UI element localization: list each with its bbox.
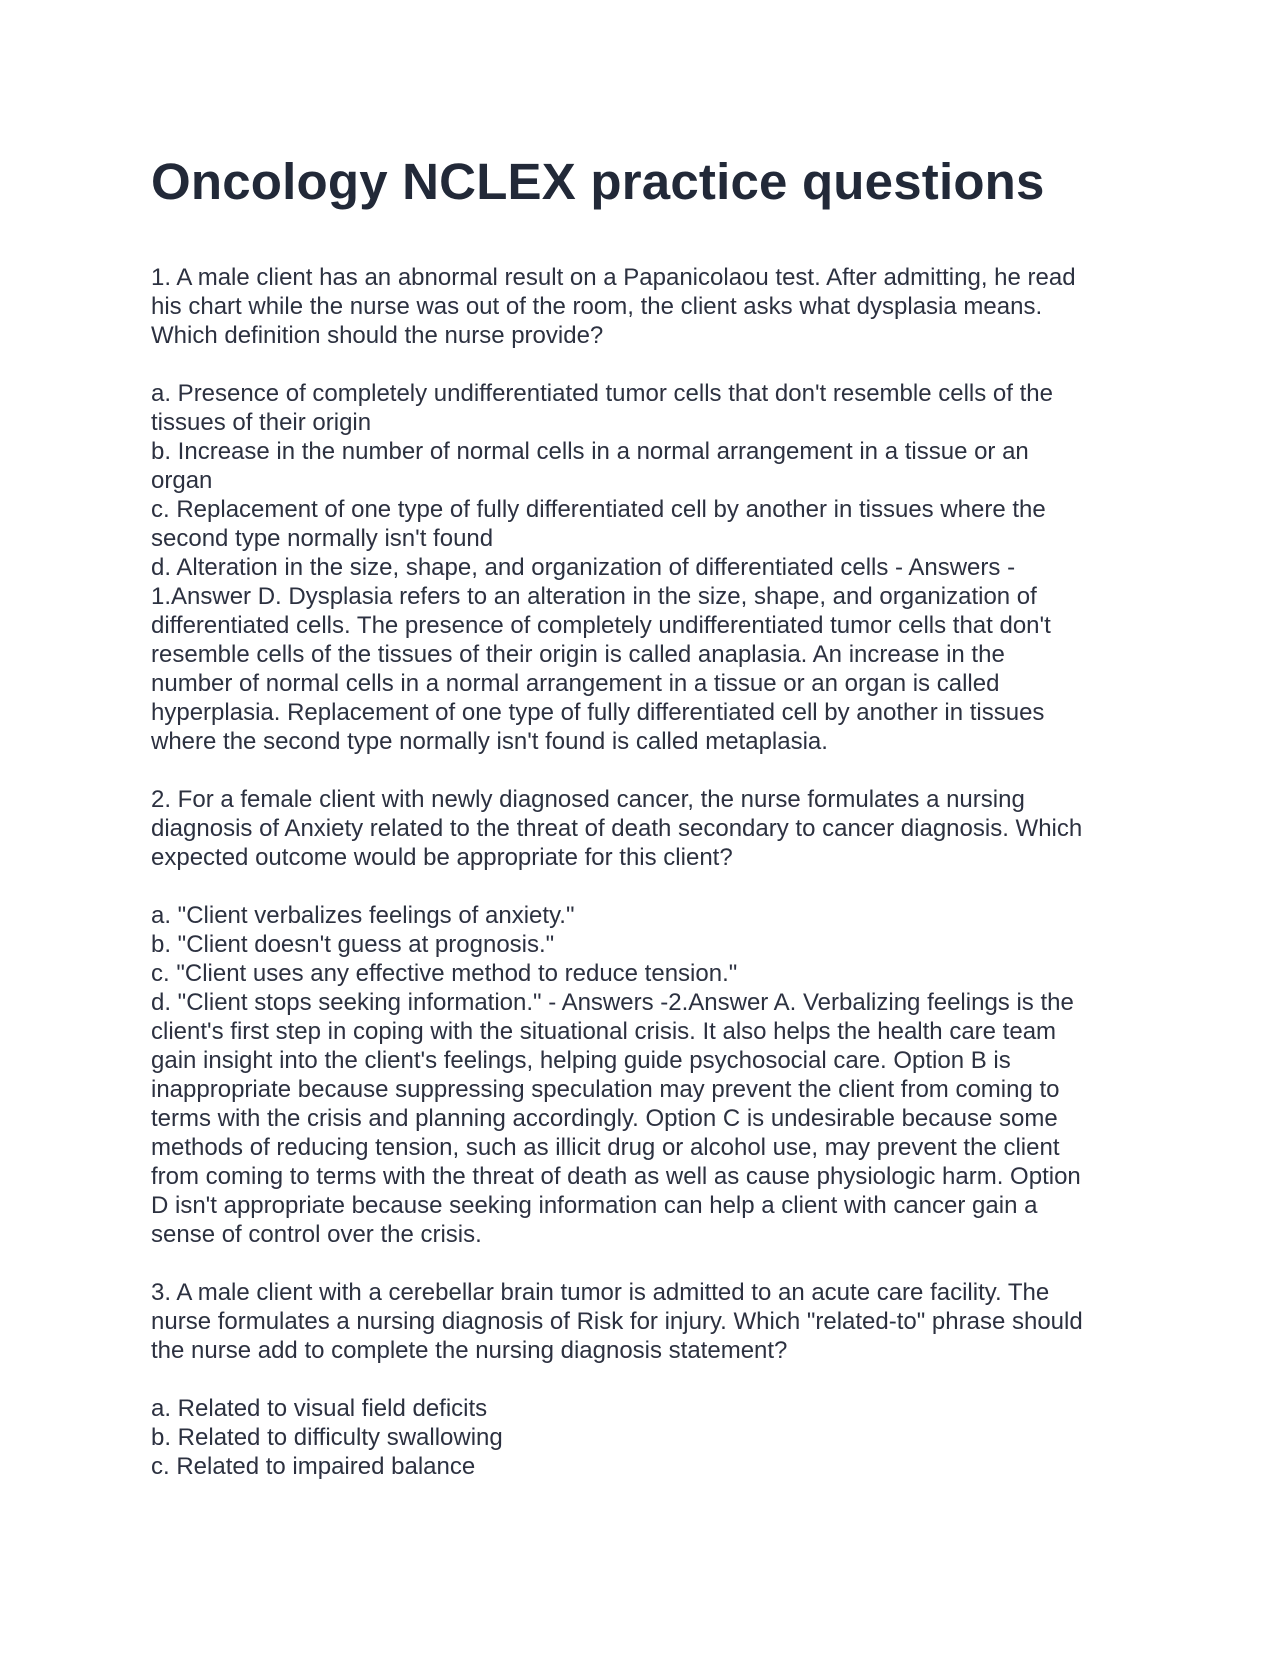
text-line: sense of control over the crisis.: [151, 1221, 482, 1248]
questions-content: [151, 263, 1151, 1481]
text-line: d. "Client stops seeking information." - Answers -2.Answer A. Verbalizing feelings is the: [151, 989, 1074, 1016]
text-line: his chart while the nurse was out of the room, the client asks what dysplasia means.: [151, 293, 1043, 320]
text-line: resemble cells of the tissues of their origin is called anaplasia. An increase in the: [151, 641, 1005, 668]
text-line: differentiated cells. The presence of completely undifferentiated tumor cells that don't: [151, 612, 1051, 639]
text-line: c. "Client uses any effective method to reduce tension.": [151, 960, 738, 987]
spacer: [151, 1249, 1151, 1278]
text-line: tissues of their origin: [151, 409, 372, 436]
text-line: a. Related to visual field deficits: [151, 1395, 488, 1422]
text-line: b. Related to difficulty swallowing: [151, 1424, 503, 1451]
question-2-options: [151, 901, 1151, 1249]
text-line: organ: [151, 467, 213, 494]
question-3: [151, 1278, 1151, 1481]
page-title: Oncology NCLEX practice questions: [151, 153, 1045, 210]
text-line: c. Replacement of one type of fully differentiated cell by another in tissues where the: [151, 496, 1046, 523]
text-line: hyperplasia. Replacement of one type of fully differentiated cell by another in tissues: [151, 699, 1045, 726]
text-line: b. "Client doesn't guess at prognosis.": [151, 931, 555, 958]
text-line: b. Increase in the number of normal cells in a normal arrangement in a tissue or an: [151, 438, 1029, 465]
text-line: a. Presence of completely undifferentiated tumor cells that don't resemble cells of the: [151, 380, 1053, 407]
question-1-options: [151, 379, 1151, 756]
text-line: from coming to terms with the threat of death as well as cause physiologic harm. Option: [151, 1163, 1081, 1190]
question-1-stem: [151, 263, 1151, 350]
text-line: Which definition should the nurse provide?: [151, 322, 604, 349]
text-line: second type normally isn't found: [151, 525, 494, 552]
text-line: methods of reducing tension, such as illicit drug or alcohol use, may prevent the client: [151, 1134, 1060, 1161]
text-line: diagnosis of Anxiety related to the threat of death secondary to cancer diagnosis. Which: [151, 815, 1083, 842]
spacer: [151, 756, 1151, 785]
text-line: nurse formulates a nursing diagnosis of Risk for injury. Which "related-to" phrase should: [151, 1308, 1083, 1335]
text-line: gain insight into the client's feelings, helping guide psychosocial care. Option B is: [151, 1047, 1011, 1074]
question-2-stem: [151, 785, 1151, 872]
text-line: D isn't appropriate because seeking information can help a client with cancer gain a: [151, 1192, 1038, 1219]
spacer: [151, 1365, 1151, 1394]
text-line: c. Related to impaired balance: [151, 1453, 476, 1480]
text-line: 2. For a female client with newly diagnosed cancer, the nurse formulates a nursing: [151, 786, 1025, 813]
question-3-options: [151, 1394, 1151, 1481]
text-line: 1.Answer D. Dysplasia refers to an alteration in the size, shape, and organization of: [151, 583, 1037, 610]
question-1: [151, 263, 1151, 756]
question-2: [151, 785, 1151, 1249]
text-line: 1. A male client has an abnormal result on a Papanicolaou test. After admitting, he read: [151, 264, 1076, 291]
text-line: a. "Client verbalizes feelings of anxiety.": [151, 902, 575, 929]
spacer: [151, 350, 1151, 379]
text-line: terms with the crisis and planning accordingly. Option C is undesirable because some: [151, 1105, 1058, 1132]
document-body: [151, 147, 1151, 1480]
question-3-stem: [151, 1278, 1151, 1365]
text-line: expected outcome would be appropriate for this client?: [151, 844, 733, 871]
spacer: [151, 872, 1151, 901]
text-line: inappropriate because suppressing speculation may prevent the client from coming to: [151, 1076, 1060, 1103]
text-line: client's first step in coping with the situational crisis. It also helps the health care team: [151, 1018, 1057, 1045]
text-line: number of normal cells in a normal arrangement in a tissue or an organ is called: [151, 670, 1000, 697]
text-line: d. Alteration in the size, shape, and organization of differentiated cells - Answers -: [151, 554, 1016, 581]
text-line: the nurse add to complete the nursing diagnosis statement?: [151, 1337, 788, 1364]
text-line: where the second type normally isn't found is called metaplasia.: [151, 728, 828, 755]
text-line: 3. A male client with a cerebellar brain tumor is admitted to an acute care facility. The: [151, 1279, 1050, 1306]
